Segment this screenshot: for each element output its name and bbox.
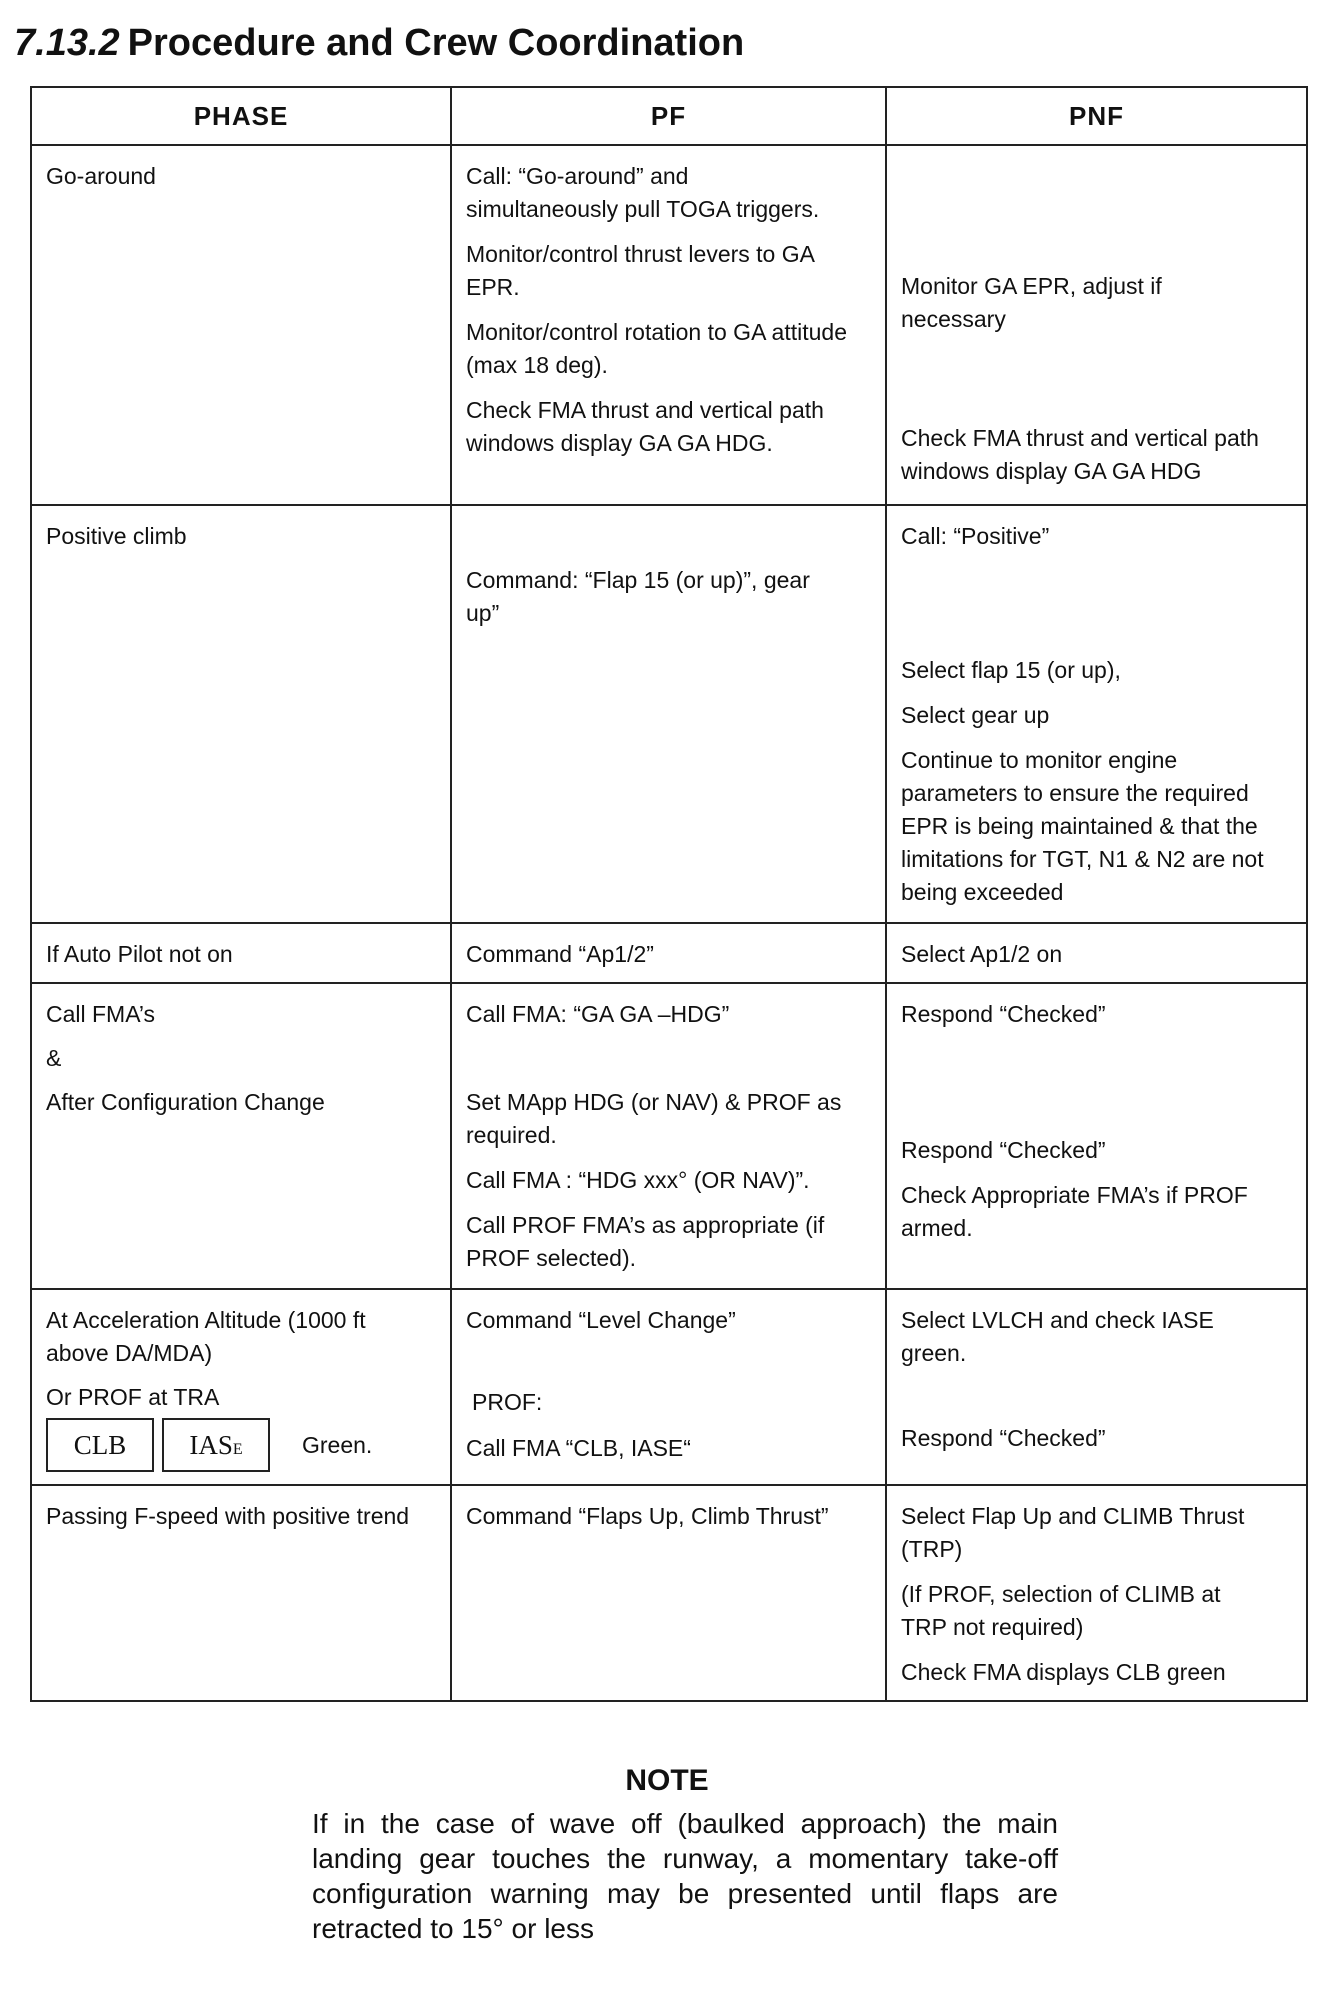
pf-line: Call PROF FMA’s as appropriate (if [466, 1212, 825, 1238]
pf-line: Monitor/control thrust levers to GA [466, 241, 815, 267]
pf-line: Call FMA : “HDG xxx° (OR NAV)”. [466, 1167, 810, 1193]
phase-cell [31, 1289, 451, 1485]
pnf-line: green. [901, 1340, 967, 1366]
pf-cell [451, 1485, 886, 1701]
phase-text: Passing F-speed with positive trend [46, 1503, 410, 1529]
phase-cell [31, 983, 451, 1289]
pf-cell [451, 983, 886, 1289]
note-title: NOTE [625, 1764, 709, 1797]
pf-cell [451, 505, 886, 923]
header-pf: PF [451, 87, 886, 145]
fma-clb-label: CLB [73, 1429, 127, 1460]
pf-line: Command “Level Change” [466, 1307, 736, 1333]
table-row [31, 145, 1307, 505]
pnf-line: Continue to monitor engine [901, 747, 1178, 773]
pf-cell [451, 1289, 886, 1485]
fma-clb-box [46, 1418, 154, 1472]
pnf-line: limitations for TGT, N1 & N2 are not [901, 846, 1264, 872]
pnf-line: Respond “Checked” [901, 1425, 1106, 1451]
pnf-cell [886, 1289, 1307, 1485]
fma-ias-sub-label: E [232, 1441, 243, 1458]
fma-iase-box [162, 1418, 270, 1472]
phase-text: & [46, 1045, 62, 1071]
pf-line: PROF selected). [466, 1245, 636, 1271]
table-row [31, 1485, 1307, 1701]
pnf-line: (If PROF, selection of CLIMB at [901, 1581, 1221, 1607]
pnf-line: windows display GA GA HDG [901, 458, 1202, 484]
pf-cell [451, 923, 886, 983]
table-header-row [31, 87, 1307, 145]
phase-text: Call FMA’s [46, 1001, 156, 1027]
pnf-cell [886, 505, 1307, 923]
fma-display [46, 1418, 372, 1472]
section-heading: Procedure and Crew Coordination [127, 22, 745, 64]
pnf-line: Check Appropriate FMA’s if PROF [901, 1182, 1248, 1208]
table-row [31, 505, 1307, 923]
phase-text: Positive climb [46, 523, 187, 549]
phase-text: At Acceleration Altitude (1000 ft [46, 1307, 366, 1333]
pnf-cell [886, 1485, 1307, 1701]
pnf-line: TRP not required) [901, 1614, 1084, 1640]
header-phase: PHASE [31, 87, 451, 145]
pf-line: Call FMA “CLB, IASE“ [466, 1435, 691, 1461]
table-row [31, 923, 1307, 983]
pnf-line: Call: “Positive” [901, 523, 1050, 549]
pf-line: Set MApp HDG (or NAV) & PROF as [466, 1089, 842, 1115]
pnf-line: EPR is being maintained & that the [901, 813, 1258, 839]
pf-line: required. [466, 1122, 557, 1148]
phase-text: above DA/MDA) [46, 1340, 213, 1366]
pf-line: PROF: [472, 1389, 543, 1415]
pf-line: (max 18 deg). [466, 352, 608, 378]
pf-line: windows display GA GA HDG. [466, 430, 773, 456]
pf-line: Command “Flaps Up, Climb Thrust” [466, 1503, 829, 1529]
pnf-cell [886, 983, 1307, 1289]
header-pnf: PNF [886, 87, 1307, 145]
pf-line: Call FMA: “GA GA –HDG” [466, 1001, 730, 1027]
pf-line: Monitor/control rotation to GA attitude [466, 319, 847, 345]
pnf-line: Select flap 15 (or up), [901, 657, 1121, 683]
pnf-line: Select LVLCH and check IASE [901, 1307, 1214, 1333]
phase-cell [31, 1485, 451, 1701]
pnf-line: being exceeded [901, 879, 1064, 905]
table-row [31, 983, 1307, 1289]
pnf-line: Select gear up [901, 702, 1050, 728]
pnf-cell [886, 923, 1307, 983]
pf-line: Check FMA thrust and vertical path [466, 397, 824, 423]
pf-line: EPR. [466, 274, 520, 300]
pf-line: Command “Ap1/2” [466, 941, 654, 967]
pf-line: up” [466, 600, 500, 626]
pnf-line: Check FMA thrust and vertical path [901, 425, 1259, 451]
pnf-line: Respond “Checked” [901, 1001, 1106, 1027]
fma-green-label: Green. [302, 1431, 373, 1458]
pnf-line: Select Flap Up and CLIMB Thrust [901, 1503, 1245, 1529]
pnf-line: armed. [901, 1215, 973, 1241]
pnf-line: necessary [901, 306, 1006, 332]
pnf-line: (TRP) [901, 1536, 963, 1562]
pnf-line: Check FMA displays CLB green [901, 1659, 1226, 1685]
phase-text: After Configuration Change [46, 1089, 325, 1115]
pnf-cell [886, 145, 1307, 505]
pnf-line: Monitor GA EPR, adjust if [901, 273, 1162, 299]
phase-cell [31, 145, 451, 505]
fma-ias-label: IAS [189, 1429, 233, 1460]
pnf-line: Select Ap1/2 on [901, 941, 1063, 967]
pf-line: Call: “Go-around” and [466, 163, 689, 189]
note-text: If in the case of wave off (baulked approach) the main landing gear touches the runway, a momentary take-off configuration warning may be presented until flaps are retracted to 15° or less [312, 1808, 1058, 1944]
procedure-table [30, 86, 1308, 1702]
pf-line: simultaneously pull TOGA triggers. [466, 196, 820, 222]
pnf-line: parameters to ensure the required [901, 780, 1249, 806]
section-title [14, 22, 744, 65]
phase-cell [31, 505, 451, 923]
phase-text: If Auto Pilot not on [46, 941, 233, 967]
phase-text: Or PROF at TRA [46, 1384, 220, 1410]
pnf-line: Respond “Checked” [901, 1137, 1106, 1163]
pf-cell [451, 145, 886, 505]
phase-cell [31, 923, 451, 983]
pf-line: Command: “Flap 15 (or up)”, gear [466, 567, 810, 593]
section-number: 7.13.2 [14, 22, 120, 64]
table-row [31, 1289, 1307, 1485]
phase-text: Go-around [46, 163, 156, 189]
